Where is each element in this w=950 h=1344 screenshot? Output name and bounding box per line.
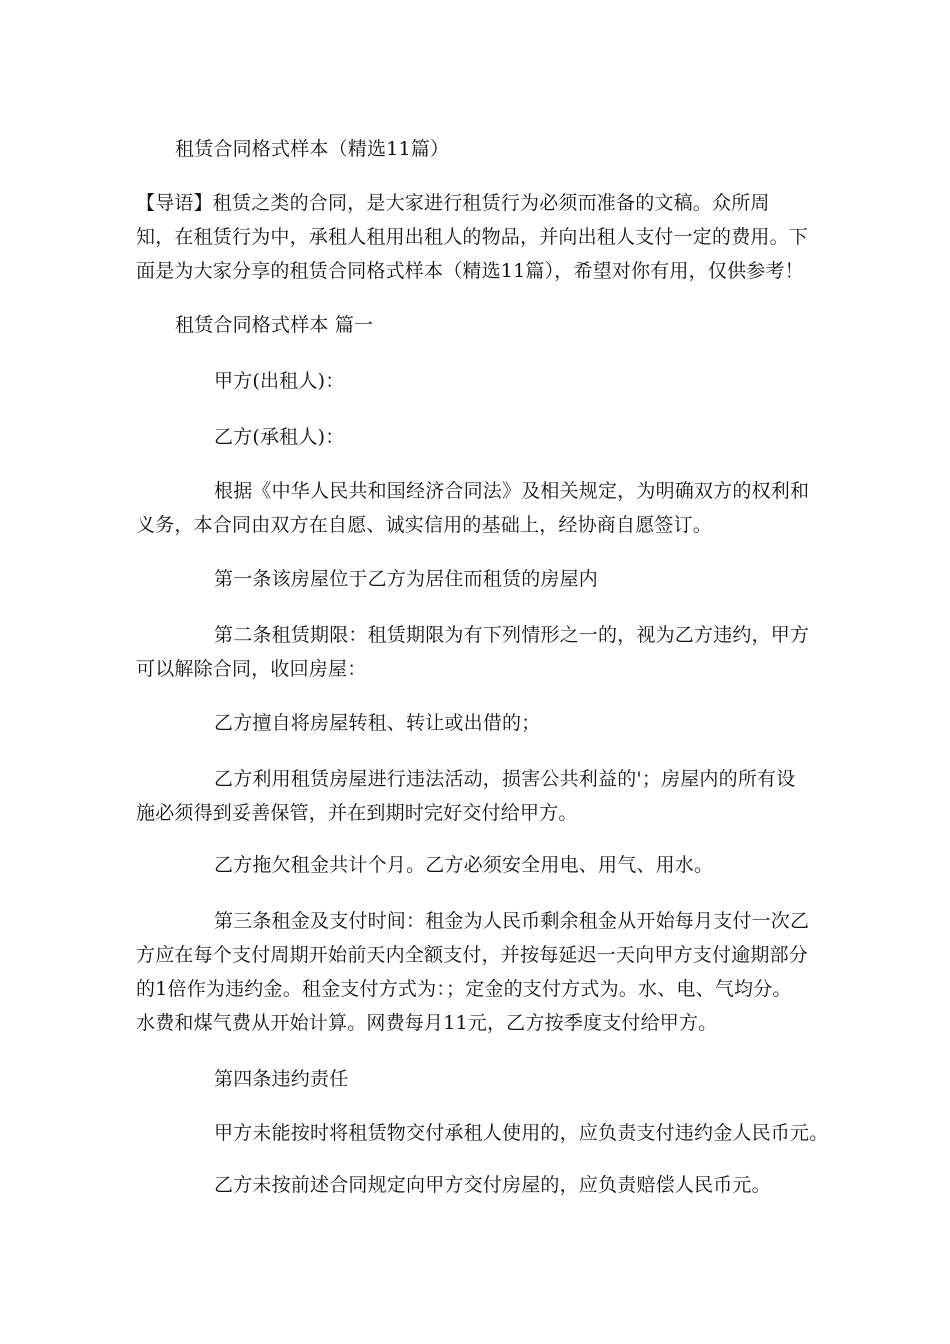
intro-line: 面是为大家分享的租赁合同格式样本（精选11篇），希望对你有用，仅供参考！ xyxy=(136,260,804,282)
article-4: 第四条违约责任 xyxy=(214,1068,349,1090)
liability-a: 甲方未能按时将租赁物交付承租人使用的，应负责支付违约金人民币元。 xyxy=(214,1122,829,1144)
clause-illegal-paragraph xyxy=(136,762,795,830)
liability-b: 乙方未按前述合同规定向甲方交付房屋的，应负责赔偿人民币元。 xyxy=(214,1174,771,1196)
party-a-label: 甲方(出租人)： xyxy=(214,370,345,392)
clause-illegal-line: 施必须得到妥善保管，并在到期时完好交付给甲方。 xyxy=(136,802,578,824)
document-title: 租赁合同格式样本（精选11篇） xyxy=(175,138,450,160)
intro-paragraph xyxy=(136,186,808,288)
intro-line: 【导语】租赁之类的合同，是大家进行租赁行为必须而准备的文稿。众所周 xyxy=(136,192,770,214)
basis-line: 根据《中华人民共和国经济合同法》及相关规定，为明确双方的权利和 xyxy=(214,480,810,502)
article-3-line: 的1倍作为违约金。租金支付方式为：；定金的支付方式为。水、电、气均分。 xyxy=(136,978,792,1000)
article-3-line: 水费和煤气费从开始计算。网费每月11元，乙方按季度支付给甲方。 xyxy=(136,1012,718,1034)
article-2-line: 第二条租赁期限：租赁期限为有下列情形之一的，视为乙方违约，甲方 xyxy=(214,624,810,646)
article-2-paragraph xyxy=(136,618,809,686)
intro-line: 知，在租赁行为中，承租人租用出租人的物品，并向出租人支付一定的费用。下 xyxy=(136,226,809,248)
party-b-label: 乙方(承租人)： xyxy=(214,426,345,448)
section-heading: 租赁合同格式样本 篇一 xyxy=(175,314,374,336)
article-3-line: 第三条租金及支付时间：租金为人民币剩余租金从开始每月支付一次乙 xyxy=(214,910,810,932)
clause-arrears: 乙方拖欠租金共计个月。乙方必须安全用电、用气、用水。 xyxy=(214,854,714,876)
article-3-paragraph xyxy=(136,904,809,1040)
basis-line: 义务，本合同由双方在自愿、诚实信用的基础上，经协商自愿签订。 xyxy=(136,514,713,536)
article-2-line: 可以解除合同，收回房屋： xyxy=(136,658,367,680)
clause-illegal-line: 乙方利用租赁房屋进行违法活动，损害公共利益的'；房屋内的所有设 xyxy=(214,768,796,790)
article-3-line: 方应在每个支付周期开始前天内全额支付，并按每延迟一天向甲方支付逾期部分 xyxy=(136,944,809,966)
basis-paragraph xyxy=(136,474,809,542)
article-1: 第一条该房屋位于乙方为居住而租赁的房屋内 xyxy=(214,568,599,590)
clause-sublet: 乙方擅自将房屋转租、转让或出借的； xyxy=(214,712,541,734)
